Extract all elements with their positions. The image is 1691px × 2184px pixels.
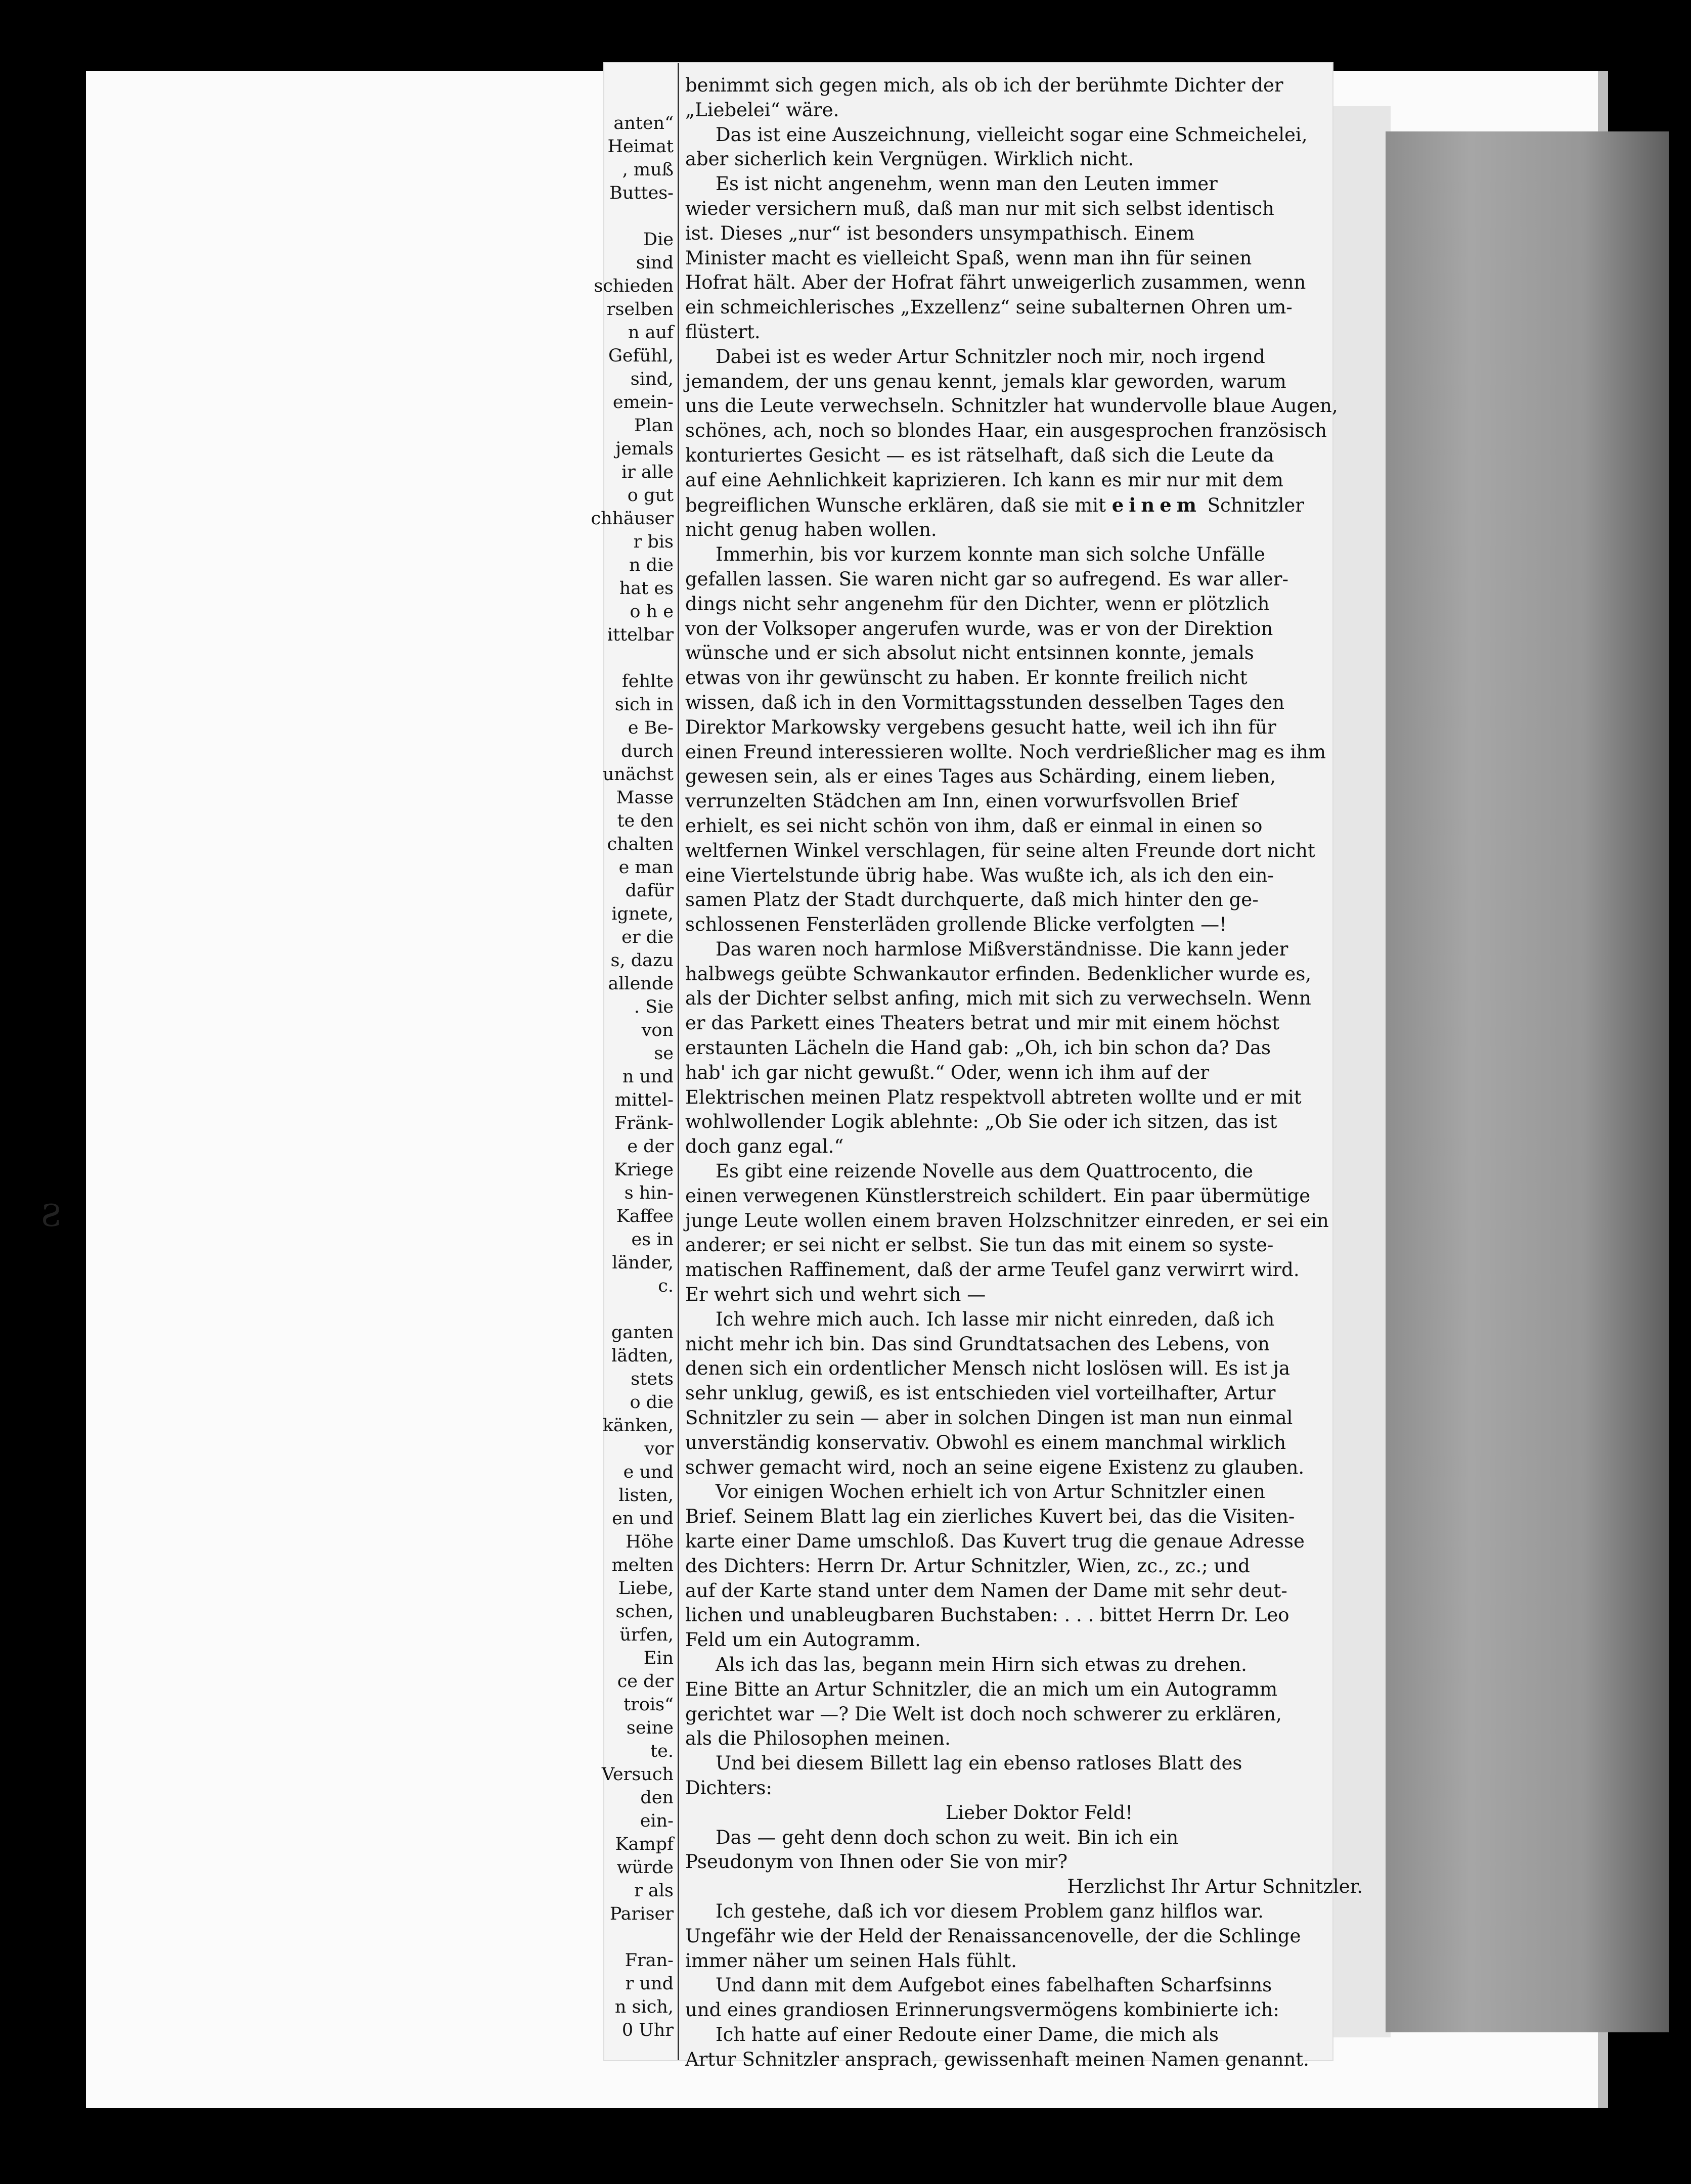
left-fragment: hat es: [619, 578, 674, 599]
article-line: Als ich das las, begann mein Hirn sich etwas zu drehen.: [716, 1654, 1247, 1675]
grey-backing-strip: [1386, 131, 1669, 2032]
left-fragment: ürfen,: [619, 1625, 674, 1645]
article-line: verrunzelten Städchen am Inn, einen vorwurfsvollen Brief: [685, 790, 1238, 812]
left-fragment: ganten: [611, 1323, 674, 1343]
article-line: Immerhin, bis vor kurzem konnte man sich solche Unfälle: [716, 543, 1265, 566]
article-line: schlossenen Fensterläden grollende Blicke verfolgten —!: [685, 914, 1227, 936]
left-fragment: Fränk-: [614, 1113, 674, 1133]
left-fragment: ignete,: [611, 904, 674, 924]
left-fragment: chhäuser: [591, 509, 674, 529]
article-line: Hofrat hält. Aber der Hofrat fährt unweigerlich zusammen, wenn: [685, 271, 1306, 294]
left-fragment: s hin-: [624, 1183, 674, 1203]
left-fragment: vor: [644, 1439, 674, 1459]
left-fragment: dafür: [625, 881, 674, 901]
article-line: wohlwollender Logik ablehnte: „Ob Sie oder ich sitzen, das ist: [685, 1111, 1277, 1133]
article-line: er das Parkett eines Theaters betrat und mir mit einem höchst: [685, 1012, 1280, 1034]
left-fragment: Höhe: [626, 1532, 674, 1552]
left-fragment: allende: [608, 974, 674, 994]
article-line: „Liebelei“ wäre.: [685, 99, 839, 121]
article-line: Vor einigen Wochen erhielt ich von Artur Schnitzler einen: [716, 1481, 1265, 1503]
left-fragment: trois“: [624, 1695, 674, 1715]
left-fragment: Ein: [643, 1648, 674, 1668]
article-line: uns die Leute verwechseln. Schnitzler hat wundervolle blaue Augen,: [685, 395, 1338, 417]
article-line: als die Philosophen meinen.: [685, 1727, 951, 1750]
article-line: unverständig konservativ. Obwohl es einem manchmal wirklich: [685, 1431, 1286, 1453]
left-fragment: Pariser: [609, 1904, 674, 1924]
left-fragment: Gefühl,: [608, 346, 674, 366]
article-line: hab' ich gar nicht gewußt.“ Oder, wenn ich ihm auf der: [685, 1061, 1210, 1083]
article-line: nicht mehr ich bin. Das sind Grundtatsachen des Lebens, von: [685, 1333, 1270, 1355]
left-fragment: ce der: [617, 1671, 674, 1692]
left-fragment: n und: [622, 1067, 674, 1087]
article-line: wünsche und er sich absolut nicht entsinnen konnte, jemals: [685, 642, 1254, 664]
article-line: Es ist nicht angenehm, wenn man den Leuten immer: [716, 173, 1218, 195]
article-line: einen verwegenen Künstlerstreich schildert. Ein paar übermütige: [685, 1185, 1311, 1207]
article-line: Ich wehre mich auch. Ich lasse mir nicht einreden, daß ich: [716, 1308, 1275, 1330]
left-fragment: würde: [616, 1857, 674, 1878]
article-line: Artur Schnitzler ansprach, gewissenhaft meinen Namen genannt.: [685, 2048, 1309, 2070]
left-fragment: e man: [618, 857, 674, 878]
article-line: ist. Dieses „nur“ ist besonders unsympathisch. Einem: [685, 222, 1195, 244]
article-line: Pseudonym von Ihnen oder Sie von mir?: [685, 1851, 1068, 1873]
left-fragment: c.: [658, 1276, 674, 1296]
article-line: Schnitzler zu sein — aber in solchen Dingen ist man nun einmal: [685, 1407, 1293, 1429]
article-line: schönes, ach, noch so blondes Haar, ein ausgesprochen französisch: [685, 420, 1327, 442]
article-line: gewesen sein, als er eines Tages aus Schärding, einem lieben,: [685, 765, 1276, 788]
article-line: Minister macht es vielleicht Spaß, wenn man ihn für seinen: [685, 247, 1252, 269]
left-fragment: Masse: [616, 788, 674, 808]
left-fragment: Buttes-: [609, 183, 674, 203]
margin-mark: Ƨ: [40, 1198, 62, 1234]
article-line: ein schmeichlerisches „Exzellenz“ seine subalternen Ohren um-: [685, 296, 1293, 318]
left-fragment: , muß: [622, 160, 674, 180]
left-fragment: stets: [631, 1369, 674, 1389]
article-column: [675, 73, 1393, 2072]
left-fragment: n sich,: [614, 1997, 674, 2017]
left-fragment: te.: [650, 1741, 674, 1761]
left-fragment: Kampf: [615, 1834, 674, 1854]
article-line: aber sicherlich kein Vergnügen. Wirklich nicht.: [685, 148, 1134, 170]
left-fragment: anten“: [613, 113, 674, 133]
article-line: gerichtet war —? Die Welt ist doch noch schwerer zu erklären,: [685, 1703, 1282, 1725]
left-fragment: o gut: [627, 485, 674, 506]
left-fragment: s, dazu: [610, 950, 674, 971]
article-line: auf eine Aehnlichkeit kaprizieren. Ich kann es mir nur mit dem: [685, 469, 1283, 491]
left-fragment: Versuch: [601, 1764, 674, 1785]
article-line: auf der Karte stand unter dem Namen der Dame mit sehr deut-: [685, 1579, 1287, 1602]
article-line: weltfernen Winkel verschlagen, für seine alten Freunde dort nicht: [685, 839, 1315, 861]
left-fragment: Plan: [634, 416, 674, 436]
left-fragment: länder,: [612, 1253, 674, 1273]
article-line: benimmt sich gegen mich, als ob ich der berühmte Dichter der: [685, 74, 1283, 96]
article-line: gefallen lassen. Sie waren nicht gar so aufregend. Es war aller-: [685, 568, 1288, 590]
left-fragment: te den: [617, 811, 674, 831]
left-fragment: sich in: [614, 695, 674, 715]
article-line: des Dichters: Herrn Dr. Artur Schnitzler, Wien, zc., zc.; und: [685, 1555, 1250, 1577]
left-fragment: en und: [612, 1509, 674, 1529]
article-line: Dichters:: [685, 1777, 772, 1799]
left-fragment: Fran-: [625, 1950, 674, 1971]
left-fragment: ein-: [640, 1811, 674, 1831]
article-line: erstaunten Lächeln die Hand gab: „Oh, ich bin schon da? Das: [685, 1037, 1271, 1059]
article-line: erhielt, es sei nicht schön von ihm, daß er einmal in einen so: [685, 814, 1263, 837]
article-line: Das — geht denn doch schon zu weit. Bin ich ein: [716, 1826, 1179, 1848]
left-fragment: chalten: [607, 834, 674, 854]
left-fragment: jemals: [615, 439, 674, 459]
article-line: Dabei ist es weder Artur Schnitzler noch mir, noch irgend: [716, 345, 1265, 368]
left-fragment: durch: [621, 741, 674, 761]
left-fragment: Die: [643, 230, 674, 250]
article-line: karte einer Dame umschloß. Das Kuvert trug die genaue Adresse: [685, 1530, 1305, 1553]
left-fragment: känken,: [602, 1416, 674, 1436]
article-line: Es gibt eine reizende Novelle aus dem Quattrocento, die: [716, 1160, 1254, 1182]
article-line: matischen Raffinement, daß der arme Teufel ganz verwirrt wird.: [685, 1259, 1300, 1281]
article-line: Direktor Markowsky vergebens gesucht hatte, weil ich ihn für: [685, 716, 1276, 738]
left-fragment: se: [654, 1043, 674, 1064]
left-fragment: sind: [636, 253, 674, 273]
left-fragment: mittel-: [614, 1090, 674, 1110]
article-line: Das waren noch harmlose Mißverständnisse. Die kann jeder: [716, 938, 1288, 960]
article-line: junge Leute wollen einem braven Holzschnitzer einreden, er sei ein: [685, 1209, 1329, 1232]
article-line: lichen und unableugbaren Buchstaben: . . . bittet Herrn Dr. Leo: [685, 1604, 1289, 1626]
left-fragment: seine: [626, 1718, 674, 1738]
article-line: Feld um ein Autogramm.: [685, 1629, 921, 1651]
left-fragment: o h e: [630, 602, 674, 622]
article-line: sehr unklug, gewiß, es ist entschieden viel vorteilhafter, Artur: [685, 1382, 1276, 1404]
left-fragment: den: [640, 1788, 674, 1808]
article-line: Elektrischen meinen Platz respektvoll abtreten wollte und er mit: [685, 1086, 1302, 1108]
left-column-fragments: [591, 63, 679, 2060]
left-fragment: rselben: [606, 299, 674, 320]
article-line: Brief. Seinem Blatt lag ein zierliches Kuvert bei, das die Visiten-: [685, 1506, 1295, 1528]
article-line: dings nicht sehr angenehm für den Dichter, wenn er plötzlich: [685, 593, 1270, 615]
article-line: halbwegs geübte Schwankautor erfinden. Bedenklicher wurde es,: [685, 963, 1312, 985]
article-line: Er wehrt sich und wehrt sich —: [685, 1284, 986, 1306]
article-line: Herzlichst Ihr Artur Schnitzler.: [1067, 1876, 1363, 1898]
left-fragment: r bis: [633, 532, 674, 552]
left-fragment: melten: [611, 1555, 674, 1575]
left-fragment: e der: [627, 1136, 674, 1157]
left-fragment: listen,: [618, 1485, 674, 1506]
article-line: und eines grandiosen Erinnerungsvermögens kombinierte ich:: [685, 1999, 1279, 2021]
left-fragment: . Sie: [634, 997, 674, 1017]
left-fragment: r und: [625, 1974, 674, 1994]
article-line: eine Viertelstunde übrig habe. Was wußte ich, als ich den ein-: [685, 864, 1274, 886]
article-line: wieder versichern muß, daß man nur mit sich selbst identisch: [685, 197, 1274, 219]
left-fragment: n auf: [628, 323, 674, 343]
article-line: samen Platz der Stadt durchquerte, daß mich hinter den ge-: [685, 889, 1259, 911]
article-line: Ungefähr wie der Held der Renaissancenovelle, der die Schlinge: [685, 1925, 1301, 1947]
left-fragment: schen,: [615, 1602, 674, 1622]
left-fragment: lädten,: [611, 1346, 674, 1366]
left-fragment: e und: [623, 1462, 674, 1482]
left-fragment: Kriege: [614, 1160, 674, 1180]
left-fragment: fehlte: [621, 671, 674, 692]
article-line: von der Volksoper angerufen wurde, was er von der Direktion: [685, 617, 1273, 640]
left-fragment: o die: [630, 1392, 674, 1413]
article-line: flüstert.: [685, 321, 761, 343]
left-fragment: es in: [631, 1230, 674, 1250]
article-line: begreiflichen Wunsche erklären, daß sie mit einem Schnitzler: [685, 493, 1304, 516]
left-fragment: schieden: [594, 276, 674, 296]
newspaper-clipping: [591, 63, 1363, 2070]
left-fragment: r als: [634, 1881, 674, 1901]
article-line: jemandem, der uns genau kennt, jemals klar geworden, warum: [685, 370, 1286, 392]
article-line: etwas von ihr gewünscht zu haben. Er konnte freilich nicht: [685, 667, 1248, 689]
article-line: nicht genug haben wollen.: [685, 519, 937, 541]
left-fragment: unächst: [602, 764, 674, 785]
article-line: Und dann mit dem Aufgebot eines fabelhaften Scharfsinns: [716, 1974, 1272, 1996]
left-fragment: e Be-: [628, 718, 674, 738]
article-line: Eine Bitte an Artur Schnitzler, die an mich um ein Autogramm: [685, 1678, 1278, 1700]
left-fragment: sind,: [630, 369, 674, 389]
article-line: konturiertes Gesicht — es ist rätselhaft, daß sich die Leute da: [685, 444, 1274, 466]
left-fragment: Heimat: [607, 136, 674, 157]
article-line: einen Freund interessieren wollte. Noch verdrießlicher mag es ihm: [685, 741, 1326, 763]
article-line: Und bei diesem Billett lag ein ebenso ratloses Blatt des: [716, 1752, 1242, 1774]
left-fragment: emein-: [612, 392, 674, 413]
article-line: doch ganz egal.“: [685, 1135, 844, 1158]
article-line: als der Dichter selbst anfing, mich mit sich zu verwechseln. Wenn: [685, 987, 1311, 1010]
article-line: schwer gemacht wird, noch an seine eigene Existenz zu glauben.: [685, 1456, 1305, 1478]
article-line: immer näher um seinen Hals fühlt.: [685, 1949, 1017, 1972]
left-fragment: ir alle: [621, 462, 674, 482]
article-line: wissen, daß ich in den Vormittagsstunden desselben Tages den: [685, 691, 1285, 713]
left-fragment: von: [641, 1020, 674, 1040]
left-fragment: er die: [621, 927, 674, 947]
left-fragment: Kaffee: [616, 1206, 674, 1226]
left-fragment: n die: [629, 555, 674, 575]
left-fragment: Liebe,: [618, 1578, 674, 1599]
article-line: anderer; er sei nicht er selbst. Sie tun das mit einem so syste-: [685, 1234, 1274, 1256]
left-fragment: ittelbar: [607, 625, 674, 645]
left-fragment: 0 Uhr: [621, 2020, 674, 2040]
article-line: denen sich ein ordentlicher Mensch nicht loslösen will. Es ist ja: [685, 1357, 1291, 1380]
article-line: Ich hatte auf einer Redoute einer Dame, die mich als: [716, 2023, 1219, 2045]
article-line: Ich gestehe, daß ich vor diesem Problem ganz hilflos war.: [716, 1900, 1264, 1922]
article-line: Das ist eine Auszeichnung, vielleicht sogar eine Schmeichelei,: [716, 123, 1308, 146]
article-line: Lieber Doktor Feld!: [945, 1801, 1133, 1824]
